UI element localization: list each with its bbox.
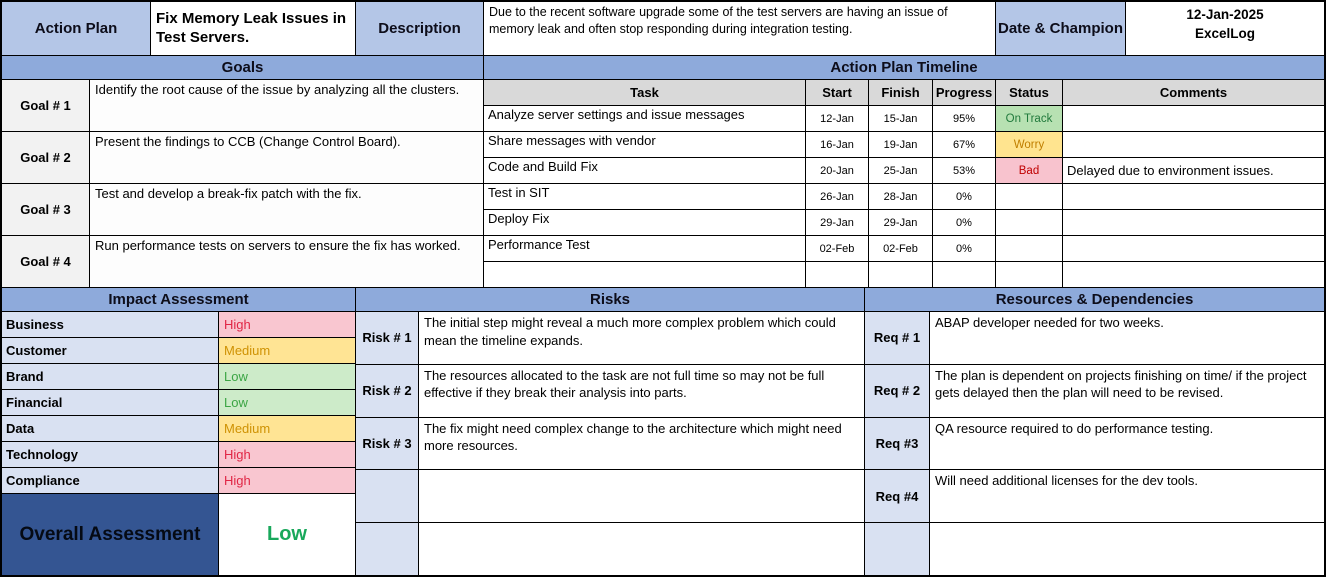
goal-3-label: Goal # 3 [2, 184, 89, 235]
finish-cell[interactable]: 28-Jan [869, 184, 932, 209]
finish-cell[interactable] [869, 262, 932, 287]
goal-3-text-cell[interactable]: Test and develop a break-fix patch with the fix. [90, 184, 483, 235]
req-1-text-cell[interactable]: ABAP developer needed for two weeks. [930, 312, 1324, 364]
req-5-label [865, 523, 929, 575]
req-5-text-cell[interactable] [930, 523, 1324, 575]
start-cell[interactable]: 29-Jan [806, 210, 868, 235]
action-plan-label: Action Plan [2, 2, 150, 55]
impact-label-business: Business [2, 312, 218, 337]
start-cell[interactable]: 26-Jan [806, 184, 868, 209]
finish-cell[interactable]: 19-Jan [869, 132, 932, 157]
task-cell[interactable] [484, 262, 805, 287]
timeline-table [484, 80, 1324, 287]
col-header-task: Task [484, 80, 805, 105]
risk-4-label [356, 470, 418, 522]
goal-2-text-cell[interactable]: Present the findings to CCB (Change Control Board). [90, 132, 483, 183]
comment-cell[interactable]: Delayed due to environment issues. [1063, 158, 1324, 183]
impact-label-customer: Customer [2, 338, 218, 363]
comment-cell[interactable] [1063, 236, 1324, 261]
req-4-label: Req #4 [865, 470, 929, 522]
impact-value-data[interactable]: Medium [219, 416, 355, 441]
overall-assessment-value[interactable]: Low [219, 494, 355, 575]
impact-table [2, 312, 355, 575]
risk-4-text-cell[interactable] [419, 470, 864, 522]
goals-section-header: Goals [2, 56, 483, 79]
main-band [2, 56, 1324, 287]
impact-value-business[interactable]: High [219, 312, 355, 337]
goal-1-label: Goal # 1 [2, 80, 89, 131]
date-champion-label: Date & Champion [996, 2, 1125, 55]
impact-label-technology: Technology [2, 442, 218, 467]
finish-cell[interactable]: 29-Jan [869, 210, 932, 235]
goals-rows [2, 80, 483, 287]
resources-section-header: Resources & Dependencies [865, 288, 1324, 311]
req-3-text-cell[interactable]: QA resource required to do performance testing. [930, 418, 1324, 470]
progress-cell[interactable] [933, 262, 995, 287]
status-badge[interactable] [996, 262, 1062, 287]
start-cell[interactable]: 20-Jan [806, 158, 868, 183]
overall-assessment-label: Overall Assessment [2, 494, 218, 575]
plan-title-cell[interactable]: Fix Memory Leak Issues in Test Servers. [151, 2, 355, 55]
start-cell[interactable]: 12-Jan [806, 106, 868, 131]
impact-assessment-section [2, 288, 355, 575]
comment-cell[interactable] [1063, 262, 1324, 287]
impact-label-data: Data [2, 416, 218, 441]
start-cell[interactable]: 16-Jan [806, 132, 868, 157]
status-badge[interactable] [996, 184, 1062, 209]
plan-date: 12-Jan-2025 [1186, 7, 1264, 22]
task-cell[interactable]: Code and Build Fix [484, 158, 805, 183]
progress-cell[interactable]: 0% [933, 184, 995, 209]
comment-cell[interactable] [1063, 210, 1324, 235]
impact-value-brand[interactable]: Low [219, 364, 355, 389]
status-badge[interactable] [996, 210, 1062, 235]
impact-value-compliance[interactable]: High [219, 468, 355, 493]
task-cell[interactable]: Share messages with vendor [484, 132, 805, 157]
start-cell[interactable] [806, 262, 868, 287]
req-2-text-cell[interactable]: The plan is dependent on projects finishing on time/ if the project gets delayed then the plan will need to be revised. [930, 365, 1324, 417]
req-3-label: Req #3 [865, 418, 929, 470]
col-header-progress: Progress [933, 80, 995, 105]
impact-label-compliance: Compliance [2, 468, 218, 493]
resources-section [865, 288, 1324, 575]
date-champion-value-cell[interactable] [1126, 2, 1324, 55]
risk-3-label: Risk # 3 [356, 418, 418, 470]
risk-5-label [356, 523, 418, 575]
progress-cell[interactable]: 53% [933, 158, 995, 183]
goal-2-label: Goal # 2 [2, 132, 89, 183]
progress-cell[interactable]: 95% [933, 106, 995, 131]
timeline-section [484, 56, 1324, 287]
description-text-cell[interactable]: Due to the recent software upgrade some of the test servers are having an issue of memory leak and often stop responding during integration testing. [484, 2, 995, 55]
impact-value-financial[interactable]: Low [219, 390, 355, 415]
goals-section [2, 56, 483, 287]
plan-champion: ExcelLog [1194, 25, 1256, 41]
impact-value-customer[interactable]: Medium [219, 338, 355, 363]
top-header-band [2, 2, 1324, 55]
col-header-start: Start [806, 80, 868, 105]
start-cell[interactable]: 02-Feb [806, 236, 868, 261]
status-badge[interactable]: On Track [996, 106, 1062, 131]
comment-cell[interactable] [1063, 132, 1324, 157]
risks-table [356, 312, 864, 575]
status-badge[interactable]: Bad [996, 158, 1062, 183]
impact-label-brand: Brand [2, 364, 218, 389]
impact-value-technology[interactable]: High [219, 442, 355, 467]
progress-cell[interactable]: 67% [933, 132, 995, 157]
status-badge[interactable]: Worry [996, 132, 1062, 157]
progress-cell[interactable]: 0% [933, 236, 995, 261]
timeline-section-header: Action Plan Timeline [484, 56, 1324, 79]
risk-2-label: Risk # 2 [356, 365, 418, 417]
finish-cell[interactable]: 25-Jan [869, 158, 932, 183]
goal-4-label: Goal # 4 [2, 236, 89, 287]
finish-cell[interactable]: 15-Jan [869, 106, 932, 131]
impact-section-header: Impact Assessment [2, 288, 355, 311]
description-label: Description [356, 2, 483, 55]
comment-cell[interactable] [1063, 106, 1324, 131]
col-header-finish: Finish [869, 80, 932, 105]
status-badge[interactable] [996, 236, 1062, 261]
req-1-label: Req # 1 [865, 312, 929, 364]
task-cell[interactable]: Analyze server settings and issue messages [484, 106, 805, 131]
goal-4-text-cell[interactable]: Run performance tests on servers to ensure the fix has worked. [90, 236, 483, 287]
req-2-label: Req # 2 [865, 365, 929, 417]
risk-1-label: Risk # 1 [356, 312, 418, 364]
impact-label-financial: Financial [2, 390, 218, 415]
req-4-text-cell[interactable]: Will need additional licenses for the dev tools. [930, 470, 1324, 522]
comment-cell[interactable] [1063, 184, 1324, 209]
goal-1-text-cell[interactable]: Identify the root cause of the issue by analyzing all the clusters. [90, 80, 483, 131]
resources-table [865, 312, 1324, 575]
finish-cell[interactable]: 02-Feb [869, 236, 932, 261]
risk-5-text-cell[interactable] [419, 523, 864, 575]
task-cell[interactable]: Performance Test [484, 236, 805, 261]
risk-2-text-cell[interactable]: The resources allocated to the task are not full time so may not be full effective if they break their analysis into parts. [419, 365, 864, 417]
col-header-status: Status [996, 80, 1062, 105]
col-header-comments: Comments [1063, 80, 1324, 105]
progress-cell[interactable]: 0% [933, 210, 995, 235]
risk-1-text-cell[interactable]: The initial step might reveal a much more complex problem which could mean the timeline expands. [419, 312, 864, 364]
bottom-band [2, 288, 1324, 575]
risk-3-text-cell[interactable]: The fix might need complex change to the architecture which might need more resources. [419, 418, 864, 470]
risks-section-header: Risks [356, 288, 864, 311]
task-cell[interactable]: Test in SIT [484, 184, 805, 209]
risks-section [356, 288, 864, 575]
task-cell[interactable]: Deploy Fix [484, 210, 805, 235]
